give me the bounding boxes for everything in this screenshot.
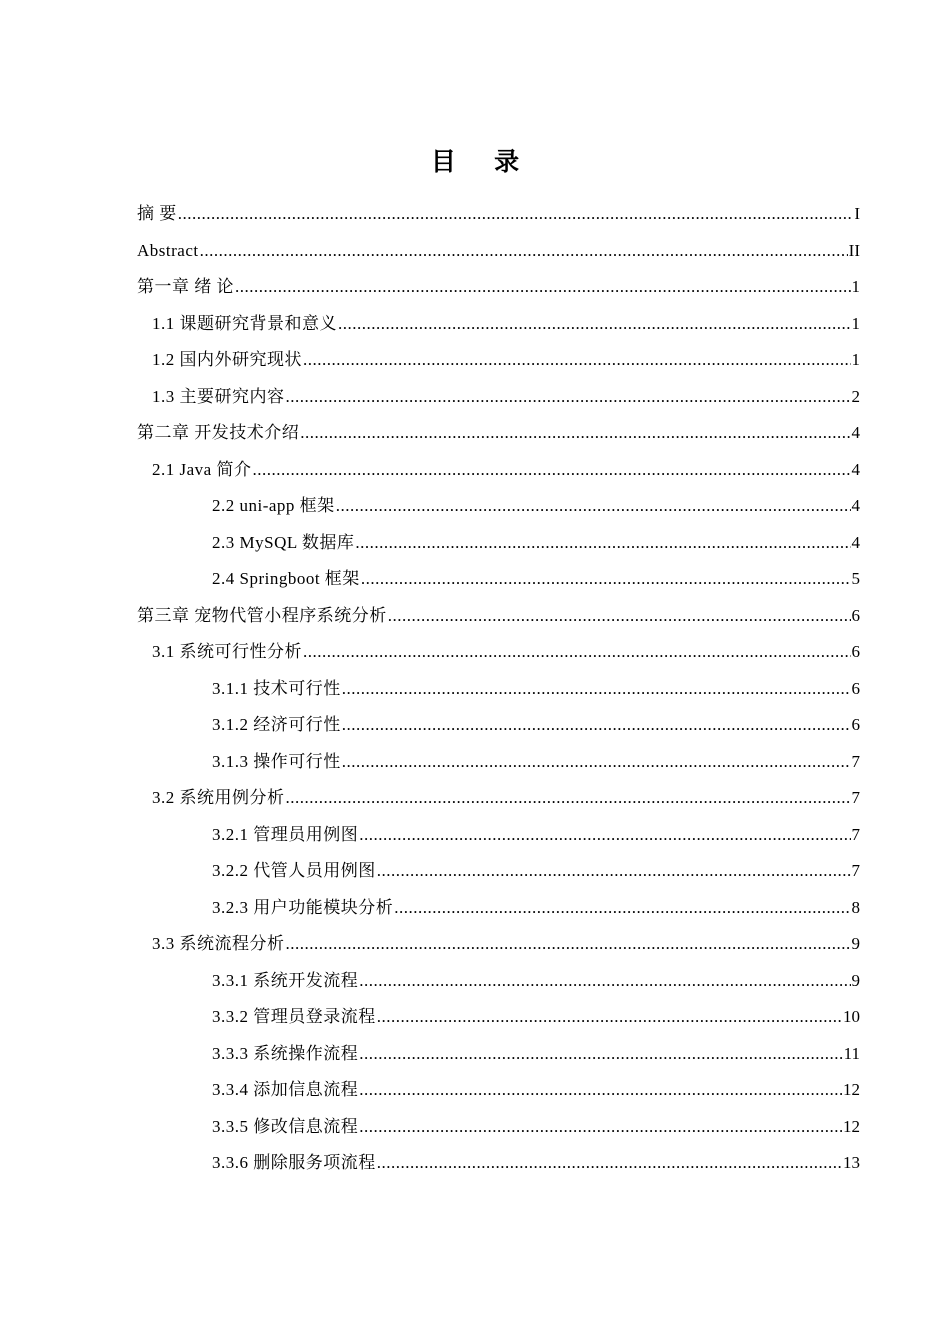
toc-page-number: 10 — [843, 1007, 860, 1027]
toc-dot-leader — [377, 1153, 842, 1173]
toc-entry-label: 3.1.2 经济可行性 — [212, 715, 341, 735]
toc-entry-label: Abstract — [137, 240, 199, 260]
toc-dot-leader — [342, 752, 851, 772]
toc-dot-leader — [336, 496, 851, 516]
toc-dot-leader — [359, 1044, 842, 1064]
toc-dot-leader — [252, 460, 850, 480]
toc-page-number: 6 — [851, 642, 860, 662]
toc-entry-label: 3.3.5 修改信息流程 — [212, 1116, 359, 1136]
toc-page-number: 1 — [851, 277, 860, 297]
toc-entry[interactable] — [137, 1036, 860, 1073]
toc-page-number: 13 — [843, 1153, 860, 1173]
toc-page-number: 6 — [851, 715, 860, 735]
toc-dot-leader — [359, 1117, 842, 1137]
toc-dot-leader — [377, 861, 851, 881]
toc-dot-leader — [377, 1007, 842, 1027]
toc-entry-label: 2.4 Springboot 框架 — [212, 569, 360, 589]
toc-page-number: II — [848, 240, 860, 260]
toc-entry[interactable] — [137, 379, 860, 416]
toc-entry[interactable] — [137, 306, 860, 343]
toc-entry[interactable] — [137, 488, 860, 525]
toc-entry[interactable] — [137, 525, 860, 562]
toc-entry-label: 3.3.4 添加信息流程 — [212, 1080, 359, 1100]
toc-dot-leader — [361, 569, 851, 589]
toc-entry-label: 2.3 MySQL 数据库 — [212, 532, 355, 552]
toc-dot-leader — [303, 350, 851, 370]
toc-page-number: 7 — [851, 861, 860, 881]
toc-entry-label: 3.3.1 系统开发流程 — [212, 970, 359, 990]
toc-entry[interactable] — [137, 999, 860, 1036]
toc-entry[interactable] — [137, 671, 860, 708]
toc-page-number: 12 — [843, 1116, 860, 1136]
toc-entry[interactable] — [137, 1109, 860, 1146]
toc-dot-leader — [388, 606, 851, 626]
toc-page-number: 1 — [851, 350, 860, 370]
toc-entry[interactable] — [137, 926, 860, 963]
toc-entry-label: 第二章 开发技术介绍 — [137, 423, 300, 443]
toc-entry[interactable] — [137, 196, 860, 233]
toc-page-number: 4 — [851, 423, 860, 443]
toc-page-number: 4 — [851, 532, 860, 552]
toc-dot-leader — [200, 241, 848, 261]
toc-entry-label: 3.3 系统流程分析 — [152, 934, 285, 954]
toc-entry-label: 3.3.2 管理员登录流程 — [212, 1007, 376, 1027]
toc-entry[interactable] — [137, 452, 860, 489]
toc-entry[interactable] — [137, 1072, 860, 1109]
toc-entry[interactable] — [137, 342, 860, 379]
toc-entry[interactable] — [137, 707, 860, 744]
toc-entry[interactable] — [137, 233, 860, 270]
toc-entry-label: 2.2 uni-app 框架 — [212, 496, 335, 516]
toc-entry-label: 3.2.3 用户功能模块分析 — [212, 897, 394, 917]
toc-page-number: 4 — [851, 459, 860, 479]
toc-dot-leader — [300, 423, 850, 443]
toc-entry-label: 1.3 主要研究内容 — [152, 386, 285, 406]
toc-dot-leader — [342, 715, 851, 735]
toc-entry-label: 2.1 Java 简介 — [152, 459, 252, 479]
toc-entry[interactable] — [137, 415, 860, 452]
toc-dot-leader — [359, 825, 850, 845]
toc-entry[interactable] — [137, 561, 860, 598]
toc-entry-label: 3.2.2 代管人员用例图 — [212, 861, 376, 881]
toc-title: 目 录 — [430, 149, 536, 176]
toc-entry-label: 第一章 绪 论 — [137, 277, 234, 297]
toc-dot-leader — [338, 314, 851, 334]
toc-entry[interactable] — [137, 780, 860, 817]
toc-dot-leader — [235, 277, 851, 297]
toc-entry[interactable] — [137, 744, 860, 781]
toc-dot-leader — [286, 387, 851, 407]
table-of-contents — [137, 196, 860, 1182]
toc-page-number: 9 — [851, 934, 860, 954]
toc-dot-leader — [286, 788, 851, 808]
toc-page-number: 5 — [851, 569, 860, 589]
toc-entry-label: 3.2.1 管理员用例图 — [212, 824, 359, 844]
toc-entry-label: 3.3.3 系统操作流程 — [212, 1043, 359, 1063]
toc-page-number: 6 — [851, 605, 860, 625]
toc-entry-label: 3.2 系统用例分析 — [152, 788, 285, 808]
toc-dot-leader — [342, 679, 851, 699]
toc-page-number: 9 — [851, 970, 860, 990]
toc-dot-leader — [355, 533, 850, 553]
toc-page-number: 11 — [843, 1043, 860, 1063]
toc-entry[interactable] — [137, 853, 860, 890]
toc-page-number: 7 — [851, 788, 860, 808]
toc-entry[interactable] — [137, 963, 860, 1000]
toc-dot-leader — [286, 934, 851, 954]
toc-page-number: 4 — [851, 496, 860, 516]
toc-dot-leader — [178, 204, 854, 224]
toc-entry[interactable] — [137, 634, 860, 671]
toc-page-number: 8 — [851, 897, 860, 917]
toc-dot-leader — [394, 898, 850, 918]
toc-entry-label: 第三章 宠物代管小程序系统分析 — [137, 605, 387, 625]
toc-entry-label: 3.1.1 技术可行性 — [212, 678, 341, 698]
toc-page-number: 7 — [851, 824, 860, 844]
toc-entry[interactable] — [137, 598, 860, 635]
toc-entry-label: 1.2 国内外研究现状 — [152, 350, 302, 370]
toc-entry[interactable] — [137, 269, 860, 306]
toc-entry-label: 3.1 系统可行性分析 — [152, 642, 302, 662]
toc-entry[interactable] — [137, 817, 860, 854]
toc-entry-label: 摘 要 — [137, 204, 177, 224]
toc-page-number: 2 — [851, 386, 860, 406]
toc-page-number: 7 — [851, 751, 860, 771]
toc-page-number: 1 — [851, 313, 860, 333]
toc-page-number: I — [854, 204, 860, 224]
toc-page-number: 12 — [843, 1080, 860, 1100]
toc-dot-leader — [359, 971, 850, 991]
toc-entry[interactable] — [137, 890, 860, 927]
toc-entry[interactable] — [137, 1145, 860, 1182]
toc-entry-label: 1.1 课题研究背景和意义 — [152, 313, 337, 333]
toc-page-number: 6 — [851, 678, 860, 698]
toc-dot-leader — [359, 1080, 842, 1100]
toc-entry-label: 3.3.6 删除服务项流程 — [212, 1153, 376, 1173]
toc-dot-leader — [303, 642, 851, 662]
toc-entry-label: 3.1.3 操作可行性 — [212, 751, 341, 771]
